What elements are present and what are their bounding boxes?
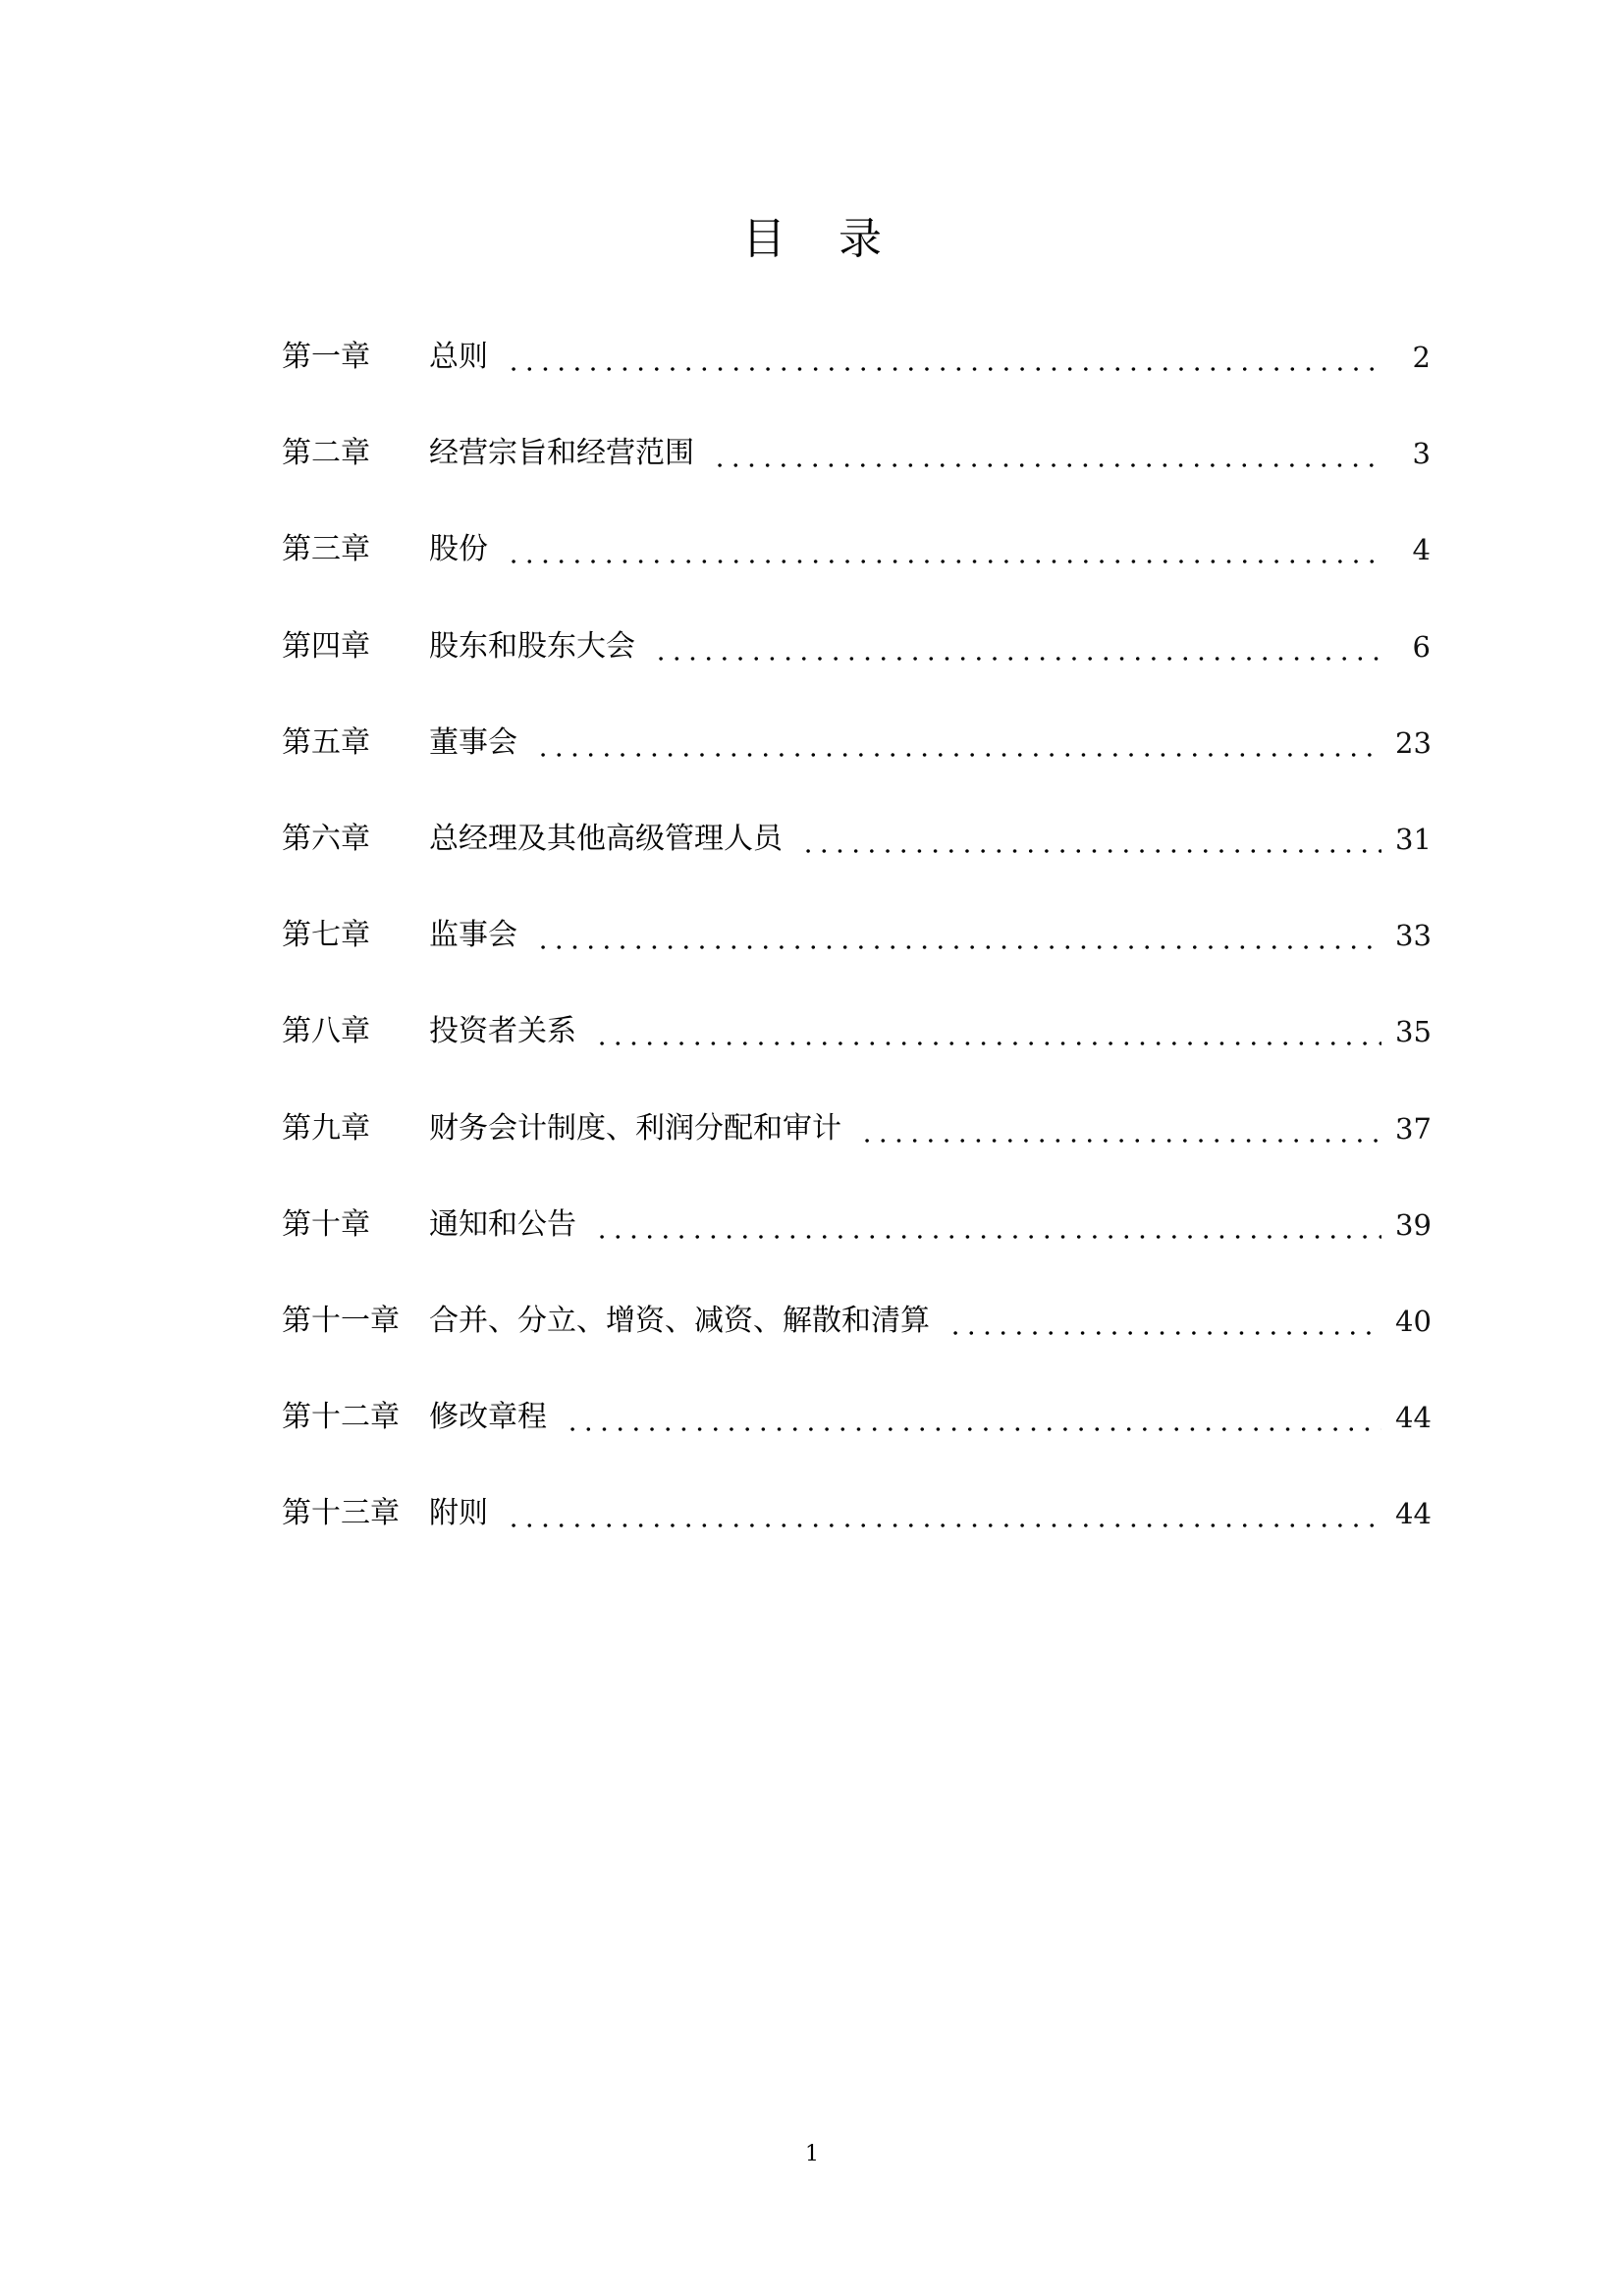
toc-entry-chapter-9[interactable] bbox=[282, 1099, 1431, 1196]
page-number: 44 bbox=[1395, 1497, 1432, 1531]
chapter-title: 财务会计制度、利润分配和审计 bbox=[429, 1110, 841, 1146]
page-number: 2 bbox=[1412, 341, 1431, 374]
toc-entry-chapter-4[interactable] bbox=[282, 617, 1431, 714]
dot-leader bbox=[800, 810, 1381, 869]
chapter-title: 附则 bbox=[429, 1496, 488, 1531]
chapter-title: 监事会 bbox=[429, 918, 517, 953]
page-number: 37 bbox=[1395, 1111, 1432, 1146]
chapter-label: 第六章 bbox=[282, 821, 370, 856]
page-number: 35 bbox=[1395, 1015, 1432, 1049]
dot-leader bbox=[506, 1484, 1381, 1543]
dot-leader bbox=[712, 424, 1381, 483]
chapter-label: 第八章 bbox=[282, 1014, 370, 1049]
chapter-title: 总经理及其他高级管理人员 bbox=[429, 821, 783, 856]
chapter-title: 修改章程 bbox=[429, 1400, 547, 1435]
chapter-label: 第一章 bbox=[282, 340, 370, 374]
chapter-label: 第五章 bbox=[282, 724, 370, 760]
page-number: 40 bbox=[1395, 1304, 1432, 1338]
page-number: 4 bbox=[1412, 533, 1431, 567]
chapter-title: 通知和公告 bbox=[429, 1206, 576, 1242]
chapter-label: 第七章 bbox=[282, 918, 370, 953]
chapter-label: 第十三章 bbox=[282, 1496, 400, 1531]
toc-entry-chapter-13[interactable] bbox=[282, 1484, 1431, 1580]
toc-title: 目录 bbox=[742, 214, 935, 264]
toc-entry-chapter-6[interactable] bbox=[282, 810, 1431, 906]
page-number: 33 bbox=[1395, 919, 1432, 953]
toc-entry-chapter-7[interactable] bbox=[282, 906, 1431, 1002]
chapter-label: 第二章 bbox=[282, 436, 370, 471]
footer-page-number: 1 bbox=[805, 2142, 819, 2166]
toc-entry-chapter-5[interactable] bbox=[282, 714, 1431, 810]
page-number: 31 bbox=[1395, 822, 1432, 856]
dot-leader bbox=[506, 520, 1381, 579]
chapter-label: 第九章 bbox=[282, 1110, 370, 1146]
dot-leader bbox=[535, 714, 1381, 773]
dot-leader bbox=[594, 1196, 1381, 1255]
toc-entry-chapter-10[interactable] bbox=[282, 1196, 1431, 1292]
toc-entry-chapter-2[interactable] bbox=[282, 424, 1431, 520]
chapter-title: 总则 bbox=[429, 340, 488, 374]
dot-leader bbox=[859, 1099, 1381, 1158]
dot-leader bbox=[653, 617, 1381, 676]
dot-leader bbox=[535, 906, 1381, 965]
chapter-label: 第十章 bbox=[282, 1206, 370, 1242]
page-number: 3 bbox=[1412, 437, 1431, 471]
page-number: 23 bbox=[1395, 725, 1432, 760]
page-number: 39 bbox=[1395, 1207, 1432, 1242]
chapter-label: 第三章 bbox=[282, 532, 370, 567]
chapter-label: 第十二章 bbox=[282, 1400, 400, 1435]
dot-leader bbox=[594, 1002, 1381, 1061]
toc-entry-chapter-3[interactable] bbox=[282, 520, 1431, 616]
dot-leader bbox=[565, 1388, 1381, 1447]
dot-leader bbox=[947, 1292, 1381, 1351]
toc-entry-chapter-12[interactable] bbox=[282, 1388, 1431, 1484]
chapter-title: 股份 bbox=[429, 532, 488, 567]
page-number: 6 bbox=[1412, 629, 1431, 664]
chapter-title: 董事会 bbox=[429, 724, 517, 760]
chapter-title: 股东和股东大会 bbox=[429, 628, 635, 664]
dot-leader bbox=[506, 328, 1381, 387]
page-number: 44 bbox=[1395, 1401, 1432, 1435]
chapter-title: 合并、分立、增资、减资、解散和清算 bbox=[429, 1303, 930, 1338]
table-of-contents bbox=[282, 328, 1431, 1580]
toc-entry-chapter-11[interactable] bbox=[282, 1292, 1431, 1388]
toc-entry-chapter-1[interactable] bbox=[282, 328, 1431, 424]
toc-entry-chapter-8[interactable] bbox=[282, 1002, 1431, 1098]
chapter-title: 经营宗旨和经营范围 bbox=[429, 436, 694, 471]
chapter-title: 投资者关系 bbox=[429, 1014, 576, 1049]
chapter-label: 第四章 bbox=[282, 628, 370, 664]
chapter-label: 第十一章 bbox=[282, 1303, 400, 1338]
